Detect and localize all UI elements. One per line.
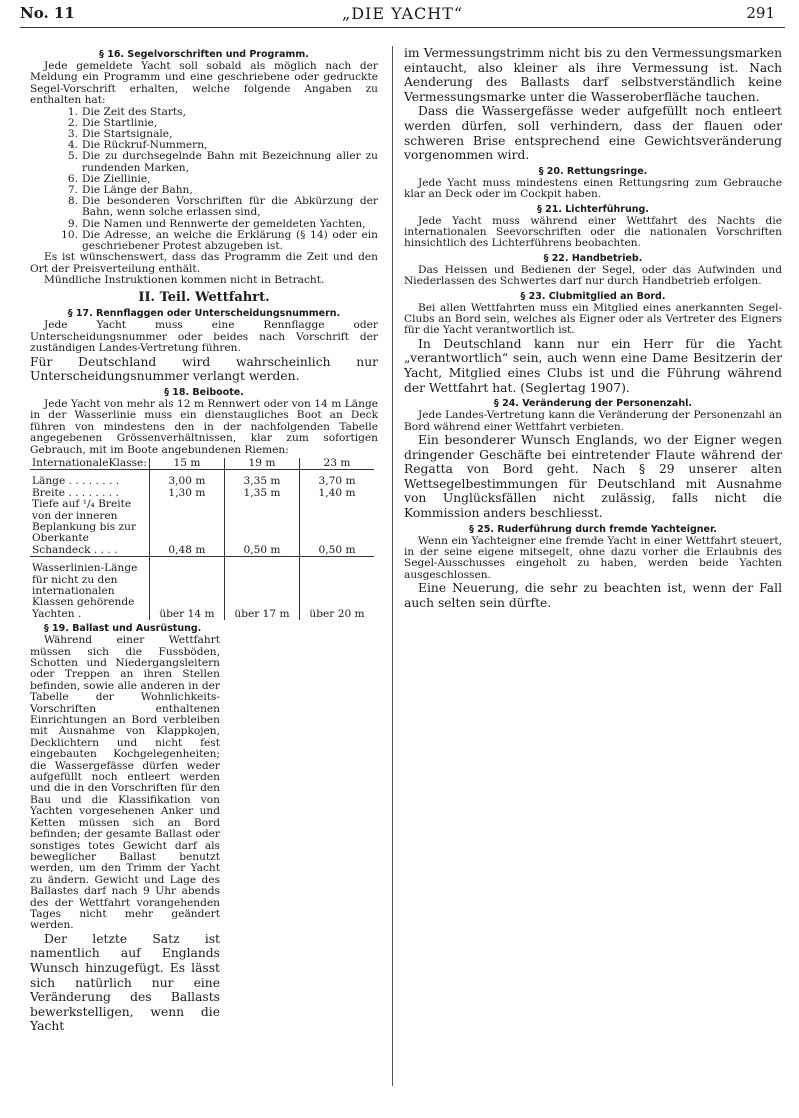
section-16-p2: Es ist wünschenswert, dass das Programm die Zeit und den Ort der Preisverteilung enthält. — [30, 251, 378, 275]
right-column — [404, 46, 782, 610]
section-23-p1: Bei allen Wettfahrten muss ein Mitglied eines anerkannten Segel-Clubs an Bord sein, welches als Eigner oder als Vertreter des Eigners für die Yacht verantwortlich ist. — [404, 301, 782, 337]
section-16-list — [30, 107, 378, 253]
section-19-p1: Während einer Wettfahrt müssen sich die Fussböden, Schotten und Niedergangsleitern oder Treppen an ihren Stellen befinden, sowie alle anderen in der Tabelle der Wohnlichkeits-Vorschriften enthaltenen Einrichtungen an Bord verbleiben mit Ausnahme von Klappkojen, Decklichtern und nicht fest eingebauten Kochgelegenheiten; die Wassergefässe dürfen weder aufgefüllt noch entleert werden und die in den Vorschriften für den Bau und die Klassifikation von Yachten vorgesehenen Anker und Ketten müssen sich an Bord befinden; der gesamte Ballast oder sonstiges totes Gewicht darf als beweglicher Ballast benutzt werden, um den Trimm der Yacht zu ändern. Gewicht und Lage des Ballastes darf nach 9 Uhr abends des der Wettfahrt vorangehenden Tages nicht mehr geändert werden. — [30, 634, 220, 932]
continuation-p2: Dass die Wassergefässe weder aufgefüllt noch entleert werden dürfen, soll verhindern, dass der flauen oder schweren Brise entsprechend eine Gewichtsveränderung vorgenommen wird. — [404, 104, 782, 163]
section-23-p2: In Deutschland kann nur ein Herr für die Yacht „verantwortlich“ sein, auch wenn eine Dame Besitzerin der Yacht, Mitglied eines Clubs ist und die Führung während der Wettfahrt hat. (Seglertag 1907). — [404, 336, 782, 395]
boat-size-table — [30, 458, 374, 620]
continuation-p1: im Vermessungstrimm nicht bis zu den Vermessungsmarken eintaucht, also kleiner als ihre Vermessung ist. Nach Aenderung des Ballasts darf selbstverständlich keine Vermessungsmarke unter die Wasseroberfläche tauchen. — [404, 46, 782, 104]
page-number: 291 — [746, 4, 775, 22]
part-title: II. Teil. Wettfahrt. — [138, 290, 270, 306]
section-18-heading: § 18. Beiboote. — [164, 386, 244, 398]
list-item: 10. Die Adresse, an welche die Erklärung (§ 14) oder ein geschriebener Protest abzugeben ist. — [61, 228, 378, 253]
section-25-p1: Wenn ein Yachteigner eine fremde Yacht in einer Wettfahrt steuert, in der seine eigene mitsegelt, ohne dazu vorher die Erlaubnis des Segel-Ausschusses eingeholt zu haben, werden beide Yachten ausgeschlossen. — [404, 534, 782, 581]
list-item: 6. Die Ziellinie, — [67, 172, 151, 185]
section-25-p2: Eine Neuerung, die sehr zu beachten ist, wenn der Fall auch selten sein dürfte. — [404, 581, 782, 610]
list-item: 8. Die besonderen Vorschriften für die Abkürzung der Bahn, wenn solche erlassen sind, — [67, 195, 378, 219]
left-column — [30, 46, 378, 1034]
section-24-p1: Jede Landes-Vertretung kann die Veränderung der Personenzahl an Bord während einer Wettfahrt verbieten. — [404, 409, 782, 433]
section-21-p1: Jede Yacht muss während einer Wettfahrt des Nachts die internationalen Seevorschriften oder die nationalen Vorschriften hinsichtlich des Lichterführens beobachten. — [404, 214, 782, 250]
list-item: 3. Die Startsignale, — [67, 128, 173, 141]
table-header-row — [30, 458, 374, 470]
section-17-heading: § 17. Rennflaggen oder Unterscheidungsnummern. — [67, 308, 341, 320]
column-divider — [392, 46, 393, 1086]
list-item: 5. Die zu durchsegelnde Bahn mit Bezeichnung aller zu rundenden Marken, — [67, 150, 378, 174]
table-header-cell: InternationaleKlasse: — [30, 458, 149, 470]
section-16-intro: Jede gemeldete Yacht soll sobald als möglich nach der Meldung ein Programm und eine geschriebene oder gedruckte Segel-Vorschrift erhalten, welche folgende Angaben zu enthalten hat: — [30, 60, 378, 107]
table-row: Länge . . . . . . . . 3,00 m 3,35 m 3,70 m — [30, 476, 374, 487]
section-17-p2: Für Deutschland wird wahrscheinlich nur Unterscheidungsnummer verlangt werden. — [30, 354, 378, 384]
list-item: 2. Die Startlinie, — [67, 116, 158, 129]
table-row: Wasserlinien-Länge für nicht zu den internationalen Klassen gehörende Yachten . über 14 m über 17 m über 20 m — [30, 563, 374, 620]
list-item: 4. Die Rückruf-Nummern, — [67, 139, 208, 152]
header-rule — [20, 27, 785, 28]
issue-number: No. 11 — [20, 4, 75, 22]
list-item: 9. Die Namen und Rennwerte der gemeldeten Yachten, — [67, 217, 366, 230]
section-20-heading: § 20. Rettungsringe. — [538, 165, 648, 177]
section-16-heading: § 16. Segelvorschriften und Programm. — [99, 49, 309, 60]
section-24-p2: Ein besonderer Wunsch Englands, wo der Eigner wegen dringender Geschäfte bei eintretender Flaute während der Regatta von Bord geht. Nach § 29 unserer alten Wettsegelbestimmungen für Deutschland mit Ausnahme von Unglücksfällen nicht zulässig, falls nicht die Kommission anders beschliesst. — [404, 433, 782, 520]
section-21-heading: § 21. Lichterführung. — [537, 203, 649, 215]
section-25-heading: § 25. Ruderführung durch fremde Yachteigner. — [469, 523, 717, 535]
section-24-heading: § 24. Veränderung der Personenzahl. — [494, 398, 692, 410]
journal-title: „DIE YACHT“ — [341, 4, 464, 23]
section-18-p1: Jede Yacht von mehr als 12 m Rennwert oder von 14 m Länge in der Wasserlinie muss ein dienstaugliches Boot an Deck führen von mindestens den in der nachfolgenden Tabelle angegebenen Grössenverhältnissen, klar zum sofortigen Gebrauch, mit im Boote angebundenen Riemen: — [30, 397, 378, 456]
section-17-p1: Jede Yacht muss eine Rennflagge oder Unterscheidungsnummer oder beides nach Vorschrift der zuständigen Landes-Vertretung führen. — [30, 319, 378, 355]
section-22-heading: § 22. Handbetrieb. — [543, 252, 643, 264]
section-20-p1: Jede Yacht muss mindestens einen Rettungsring zum Gebrauche klar an Deck oder im Cockpit haben. — [404, 176, 782, 201]
table-row: Tiefe auf ¹/₄ Breite von der inneren Beplankung bis zur Oberkante Schandeck . . . . 0,48 m 0,50 m 0,50 m — [30, 499, 374, 557]
list-item: 1. Die Zeit des Starts, — [67, 105, 186, 118]
list-item: 7. Die Länge der Bahn, — [67, 184, 193, 197]
section-22-p1: Das Heissen und Bedienen der Segel, oder das Aufwinden und Niederlassen des Schwertes darf nur durch Handbetrieb erfolgen. — [404, 263, 782, 288]
section-16-p3: Mündliche Instruktionen kommen nicht in Betracht. — [44, 274, 325, 287]
page-header — [20, 4, 785, 26]
table-header-cell: 23 m — [300, 458, 374, 470]
section-19-p2: Der letzte Satz ist namentlich auf Englands Wunsch hinzugefügt. Es lässt sich natürlich nur eine Veränderung des Ballasts bewerkstelligen, wenn die Yacht — [30, 931, 220, 1034]
table-header-cell: 19 m — [224, 458, 299, 470]
table-row: Breite . . . . . . . . 1,30 m 1,35 m 1,40 m — [30, 488, 374, 499]
section-23-heading: § 23. Clubmitglied an Bord. — [520, 290, 666, 302]
section-19-heading: § 19. Ballast und Ausrüstung. — [44, 623, 202, 635]
table-header-cell: 15 m — [149, 458, 224, 470]
